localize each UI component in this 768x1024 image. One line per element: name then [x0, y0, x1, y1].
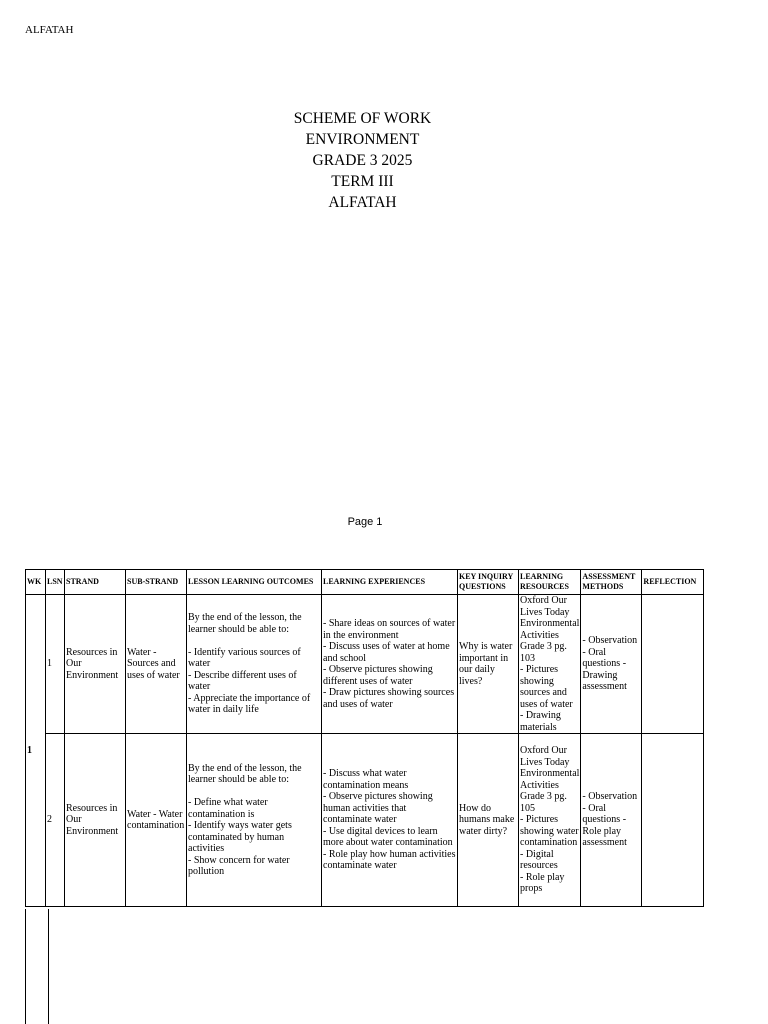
- lesson-number-cell: 2: [46, 734, 65, 907]
- lesson-number-cell: 1: [46, 595, 65, 734]
- document-header-label: ALFATAH: [25, 24, 74, 36]
- title-line-grade: GRADE 3 2025: [312, 152, 413, 169]
- column-header-lsn: LSN: [46, 570, 65, 595]
- assessment-cell: - Observation - Oral questions - Drawing assessment: [581, 595, 642, 734]
- outcomes-cell: By the end of the lesson, the learner should be able to: - Define what water contamination is - Identify ways water gets contaminated by human activities - Show concern for water pollution: [187, 734, 322, 907]
- table-header-row: [26, 570, 704, 595]
- column-header-reflection: REFLECTION: [642, 570, 704, 595]
- resources-cell: Oxford Our Lives Today Environmental Activities Grade 3 pg. 103 - Pictures showing sources and uses of water - Drawing materials: [520, 595, 580, 733]
- column-header-questions: KEY INQUIRY QUESTIONS: [458, 570, 519, 595]
- assessment-cell: - Observation - Oral questions - Role play assessment: [581, 734, 642, 907]
- column-header-strand: STRAND: [65, 570, 126, 595]
- scheme-of-work-table: [25, 569, 704, 907]
- questions-cell: Why is water important in our daily lives?: [458, 595, 519, 734]
- week-column-border-left: [25, 909, 26, 1024]
- reflection-cell: [642, 595, 704, 734]
- column-header-outcomes: LESSON LEARNING OUTCOMES: [187, 570, 322, 595]
- strand-cell: Resources in Our Environment: [65, 595, 126, 734]
- page-number: Page 1: [347, 516, 383, 528]
- document-title-block: [0, 108, 725, 213]
- column-header-assessment: ASSESSMENT METHODS: [581, 570, 642, 595]
- title-line-subject: ENVIRONMENT: [305, 131, 420, 148]
- outcomes-cell: By the end of the lesson, the learner should be able to: - Identify various sources of water - Describe different uses of water - Appreciate the importance of water in daily life: [187, 595, 322, 734]
- table-row: [26, 595, 704, 734]
- experiences-cell: - Discuss what water contamination means - Observe pictures showing human activities that contaminate water - Use digital devices to learn more about water contamination - Role play how human activities contaminate water: [322, 734, 458, 907]
- week-cell: 1: [26, 595, 46, 907]
- column-header-wk: WK: [26, 570, 46, 595]
- experiences-cell: - Share ideas on sources of water in the environment - Discuss uses of water at home and school - Observe pictures showing different uses of water - Draw pictures showing sources and uses of water: [322, 595, 458, 734]
- sub-strand-cell: Water - Sources and uses of water: [126, 595, 187, 734]
- title-line-school: ALFATAH: [328, 194, 397, 211]
- column-header-experiences: LEARNING EXPERIENCES: [322, 570, 458, 595]
- reflection-cell: [642, 734, 704, 907]
- resources-cell: Oxford Our Lives Today Environmental Activities Grade 3 pg. 105 - Pictures showing water contamination - Digital resources - Role play props: [519, 734, 581, 907]
- strand-cell: Resources in Our Environment: [65, 734, 126, 907]
- column-header-resources: LEARNING RESOURCES: [519, 570, 581, 595]
- questions-cell: How do humans make water dirty?: [458, 734, 519, 907]
- week-column-border-right: [48, 909, 49, 1024]
- sub-strand-cell: Water - Water contamination: [126, 734, 187, 907]
- table-row: [26, 734, 704, 907]
- title-line-scheme: SCHEME OF WORK: [293, 110, 432, 127]
- column-header-sub-strand: SUB-STRAND: [126, 570, 187, 595]
- title-line-term: TERM III: [331, 173, 394, 190]
